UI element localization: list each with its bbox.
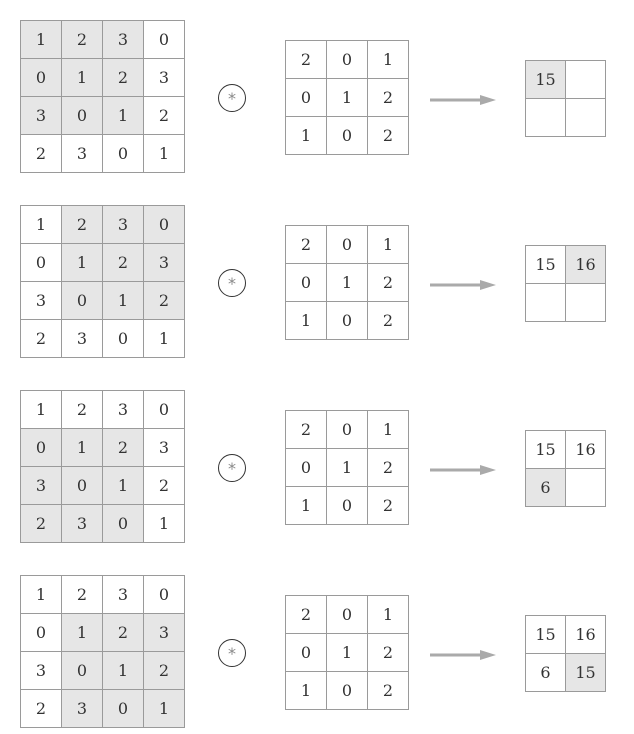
output-cell bbox=[566, 284, 606, 322]
output-cell: 15 bbox=[526, 431, 566, 469]
input-cell: 2 bbox=[103, 244, 144, 282]
input-cell: 1 bbox=[62, 59, 103, 97]
input-matrix bbox=[20, 390, 185, 543]
input-cell: 0 bbox=[144, 206, 185, 244]
kernel-cell: 2 bbox=[286, 596, 327, 634]
input-cell: 1 bbox=[21, 576, 62, 614]
input-cell: 1 bbox=[144, 135, 185, 173]
input-cell: 2 bbox=[103, 429, 144, 467]
kernel-cell: 2 bbox=[368, 634, 409, 672]
input-cell: 2 bbox=[21, 135, 62, 173]
kernel-cell: 1 bbox=[368, 41, 409, 79]
input-cell: 1 bbox=[103, 652, 144, 690]
kernel-cell: 2 bbox=[286, 411, 327, 449]
input-cell: 1 bbox=[21, 21, 62, 59]
kernel-cell: 2 bbox=[368, 672, 409, 710]
input-cell: 2 bbox=[103, 614, 144, 652]
convolution-operator-icon: * bbox=[218, 84, 246, 112]
kernel-cell: 2 bbox=[286, 226, 327, 264]
input-cell: 0 bbox=[21, 244, 62, 282]
kernel-cell: 1 bbox=[327, 79, 368, 117]
input-cell: 0 bbox=[62, 652, 103, 690]
kernel-cell: 1 bbox=[327, 264, 368, 302]
input-cell: 0 bbox=[144, 576, 185, 614]
kernel-cell: 0 bbox=[327, 487, 368, 525]
input-cell: 3 bbox=[62, 320, 103, 358]
input-cell: 2 bbox=[144, 97, 185, 135]
kernel-cell: 2 bbox=[368, 302, 409, 340]
input-cell: 1 bbox=[103, 282, 144, 320]
input-cell: 0 bbox=[103, 320, 144, 358]
convolution-operator-icon: * bbox=[218, 454, 246, 482]
input-cell: 3 bbox=[103, 576, 144, 614]
kernel-cell: 0 bbox=[286, 449, 327, 487]
arrow-right-icon bbox=[428, 463, 498, 477]
input-cell: 3 bbox=[21, 652, 62, 690]
input-cell: 1 bbox=[103, 97, 144, 135]
input-cell: 2 bbox=[144, 282, 185, 320]
input-cell: 1 bbox=[144, 690, 185, 728]
input-cell: 0 bbox=[144, 391, 185, 429]
input-cell: 1 bbox=[62, 614, 103, 652]
input-cell: 2 bbox=[62, 576, 103, 614]
kernel-matrix bbox=[285, 410, 409, 525]
input-cell: 0 bbox=[21, 59, 62, 97]
kernel-cell: 0 bbox=[327, 226, 368, 264]
input-cell: 2 bbox=[144, 652, 185, 690]
output-cell: 15 bbox=[526, 246, 566, 284]
arrow-right-icon bbox=[428, 278, 498, 292]
kernel-cell: 0 bbox=[327, 596, 368, 634]
output-cell bbox=[526, 284, 566, 322]
kernel-matrix bbox=[285, 225, 409, 340]
input-cell: 0 bbox=[21, 429, 62, 467]
input-cell: 2 bbox=[21, 320, 62, 358]
input-cell: 0 bbox=[144, 21, 185, 59]
input-cell: 2 bbox=[62, 206, 103, 244]
kernel-cell: 2 bbox=[368, 79, 409, 117]
kernel-cell: 1 bbox=[368, 226, 409, 264]
kernel-cell: 0 bbox=[327, 302, 368, 340]
kernel-cell: 2 bbox=[368, 117, 409, 155]
input-cell: 1 bbox=[103, 467, 144, 505]
input-cell: 3 bbox=[62, 135, 103, 173]
output-cell: 16 bbox=[566, 616, 606, 654]
output-matrix bbox=[525, 245, 606, 322]
input-cell: 2 bbox=[62, 391, 103, 429]
kernel-cell: 0 bbox=[327, 41, 368, 79]
input-cell: 3 bbox=[144, 429, 185, 467]
input-cell: 0 bbox=[21, 614, 62, 652]
input-cell: 2 bbox=[21, 690, 62, 728]
kernel-cell: 1 bbox=[368, 596, 409, 634]
kernel-cell: 2 bbox=[286, 41, 327, 79]
kernel-cell: 2 bbox=[368, 264, 409, 302]
input-cell: 0 bbox=[62, 97, 103, 135]
output-cell: 16 bbox=[566, 431, 606, 469]
kernel-cell: 1 bbox=[286, 117, 327, 155]
input-cell: 2 bbox=[21, 505, 62, 543]
input-cell: 3 bbox=[103, 206, 144, 244]
kernel-cell: 1 bbox=[286, 302, 327, 340]
input-cell: 1 bbox=[62, 429, 103, 467]
input-cell: 1 bbox=[144, 320, 185, 358]
kernel-cell: 2 bbox=[368, 449, 409, 487]
input-cell: 2 bbox=[62, 21, 103, 59]
input-cell: 3 bbox=[103, 391, 144, 429]
kernel-cell: 1 bbox=[327, 634, 368, 672]
input-cell: 2 bbox=[103, 59, 144, 97]
kernel-cell: 0 bbox=[327, 672, 368, 710]
convolution-operator-icon: * bbox=[218, 639, 246, 667]
input-cell: 0 bbox=[62, 467, 103, 505]
output-matrix bbox=[525, 615, 606, 692]
output-cell: 15 bbox=[526, 61, 566, 99]
output-cell: 15 bbox=[526, 616, 566, 654]
input-cell: 0 bbox=[103, 135, 144, 173]
input-cell: 1 bbox=[62, 244, 103, 282]
input-cell: 3 bbox=[21, 97, 62, 135]
input-cell: 1 bbox=[21, 391, 62, 429]
input-cell: 2 bbox=[144, 467, 185, 505]
kernel-cell: 0 bbox=[286, 79, 327, 117]
input-cell: 3 bbox=[21, 467, 62, 505]
input-matrix bbox=[20, 205, 185, 358]
output-cell: 6 bbox=[526, 654, 566, 692]
arrow-right-icon bbox=[428, 648, 498, 662]
output-matrix bbox=[525, 430, 606, 507]
kernel-cell: 0 bbox=[327, 411, 368, 449]
input-matrix bbox=[20, 575, 185, 728]
kernel-matrix bbox=[285, 595, 409, 710]
input-cell: 3 bbox=[144, 614, 185, 652]
input-cell: 0 bbox=[103, 690, 144, 728]
input-cell: 0 bbox=[103, 505, 144, 543]
convolution-operator-icon: * bbox=[218, 269, 246, 297]
kernel-cell: 1 bbox=[286, 487, 327, 525]
kernel-cell: 0 bbox=[286, 634, 327, 672]
kernel-cell: 2 bbox=[368, 487, 409, 525]
input-cell: 3 bbox=[21, 282, 62, 320]
output-cell bbox=[566, 469, 606, 507]
input-cell: 3 bbox=[103, 21, 144, 59]
output-cell: 6 bbox=[526, 469, 566, 507]
input-cell: 3 bbox=[144, 244, 185, 282]
kernel-cell: 0 bbox=[286, 264, 327, 302]
input-cell: 3 bbox=[62, 505, 103, 543]
output-cell: 15 bbox=[566, 654, 606, 692]
input-cell: 1 bbox=[21, 206, 62, 244]
kernel-cell: 1 bbox=[286, 672, 327, 710]
kernel-cell: 1 bbox=[368, 411, 409, 449]
input-cell: 0 bbox=[62, 282, 103, 320]
input-cell: 3 bbox=[62, 690, 103, 728]
input-cell: 3 bbox=[144, 59, 185, 97]
input-cell: 1 bbox=[144, 505, 185, 543]
output-cell: 16 bbox=[566, 246, 606, 284]
kernel-cell: 1 bbox=[327, 449, 368, 487]
kernel-cell: 0 bbox=[327, 117, 368, 155]
